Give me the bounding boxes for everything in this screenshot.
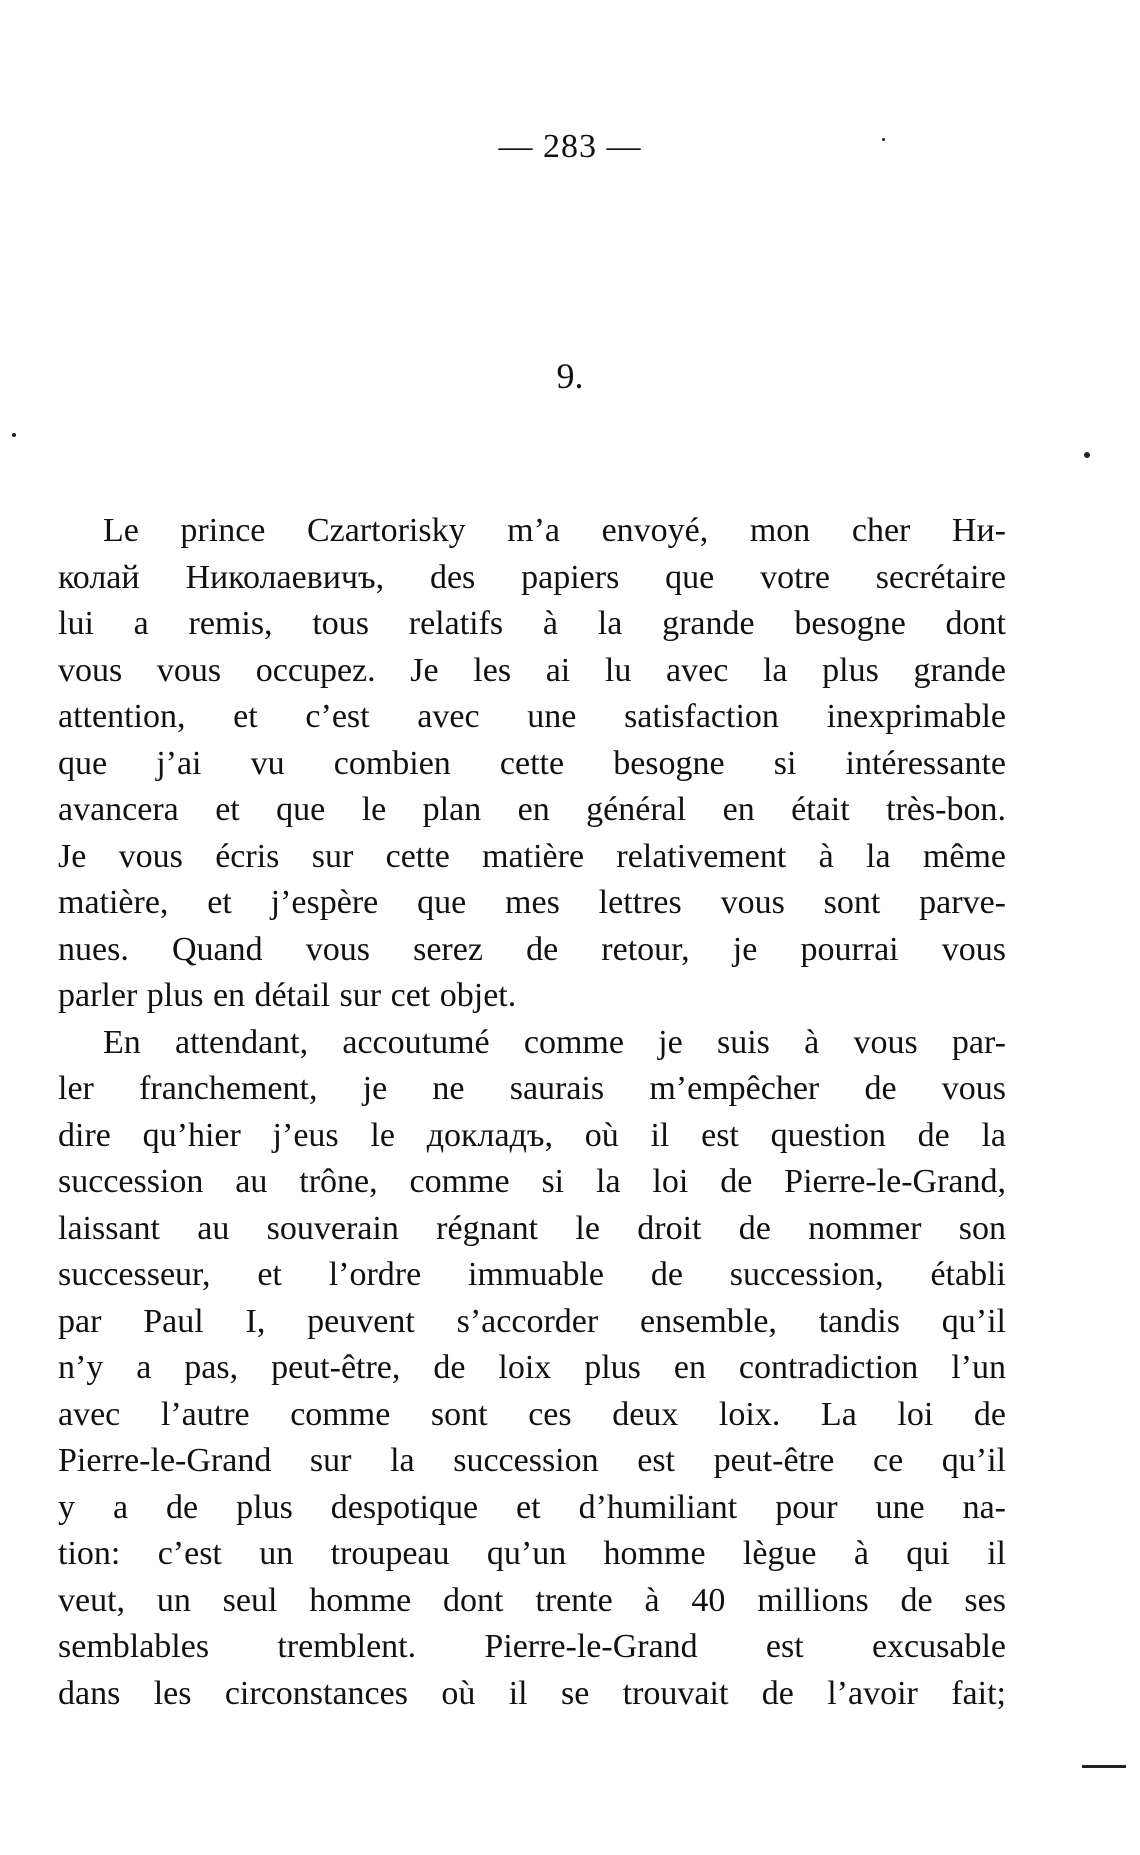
text-line: En attendant, accoutumé comme je suis à vous par- bbox=[103, 1023, 1006, 1061]
text-line: successeur, et l’ordre immuable de succession, établi bbox=[58, 1256, 1006, 1293]
text-line: колай Николаевичъ, des papiers que votre secrétaire bbox=[58, 558, 1006, 596]
page-number: — 283 — bbox=[498, 128, 642, 165]
text-line: y a de plus despotique et d’humiliant pour une na- bbox=[58, 1488, 1006, 1526]
text-line: veut, un seul homme dont trente à 40 millions de ses bbox=[58, 1581, 1006, 1619]
text-line: que j’ai vu combien cette besogne si intéressante bbox=[58, 744, 1006, 782]
text-line: avec l’autre comme sont ces deux loix. La loi de bbox=[58, 1395, 1006, 1433]
text-line: Je vous écris sur cette matière relativement à la même bbox=[58, 837, 1006, 875]
text-line: semblables tremblent. Pierre-le-Grand est excusable bbox=[58, 1628, 1006, 1665]
text-line: tion: c’est un troupeau qu’un homme lègue à qui il bbox=[58, 1535, 1006, 1572]
text-line: dire qu’hier j’eus le докладъ, où il est question de la bbox=[58, 1116, 1006, 1154]
paragraph-2 bbox=[58, 1020, 1006, 1718]
print-speck bbox=[882, 138, 885, 141]
section-number: 9. bbox=[556, 356, 584, 396]
margin-rule-mark bbox=[1082, 1765, 1126, 1768]
text-line: dans les circonstances où il se trouvait de l’avoir fait; bbox=[58, 1674, 1006, 1712]
print-speck bbox=[12, 433, 16, 437]
text-line: attention, et c’est avec une satisfaction inexprimable bbox=[58, 698, 1006, 735]
text-line: par Paul I, peuvent s’accorder ensemble, tandis qu’il bbox=[58, 1302, 1006, 1340]
text-line: lui a remis, tous relatifs à la grande besogne dont bbox=[58, 605, 1006, 642]
text-line: succession au trône, comme si la loi de Pierre-le-Grand, bbox=[58, 1163, 1006, 1200]
print-speck bbox=[1084, 452, 1090, 458]
text-line: parler plus en détail sur cet objet. bbox=[58, 977, 517, 1014]
text-line: vous vous occupez. Je les ai lu avec la plus grande bbox=[58, 651, 1006, 689]
text-line: laissant au souverain régnant le droit de nommer son bbox=[58, 1209, 1006, 1247]
text-line: avancera et que le plan en général en était très-bon. bbox=[58, 791, 1006, 828]
text-line: matière, et j’espère que mes lettres vous sont parve- bbox=[58, 884, 1006, 921]
paragraph-1 bbox=[58, 508, 1006, 1020]
text-line: nues. Quand vous serez de retour, je pourrai vous bbox=[58, 930, 1006, 968]
text-line: Pierre-le-Grand sur la succession est peut-être ce qu’il bbox=[58, 1442, 1006, 1479]
text-line: ler franchement, je ne saurais m’empêcher de vous bbox=[58, 1070, 1006, 1107]
text-line: n’y a pas, peut-être, de loix plus en contradiction l’un bbox=[58, 1349, 1006, 1386]
letter-body bbox=[58, 508, 1006, 1717]
text-line: Le prince Czartorisky m’a envoyé, mon cher Ни- bbox=[103, 512, 1006, 549]
